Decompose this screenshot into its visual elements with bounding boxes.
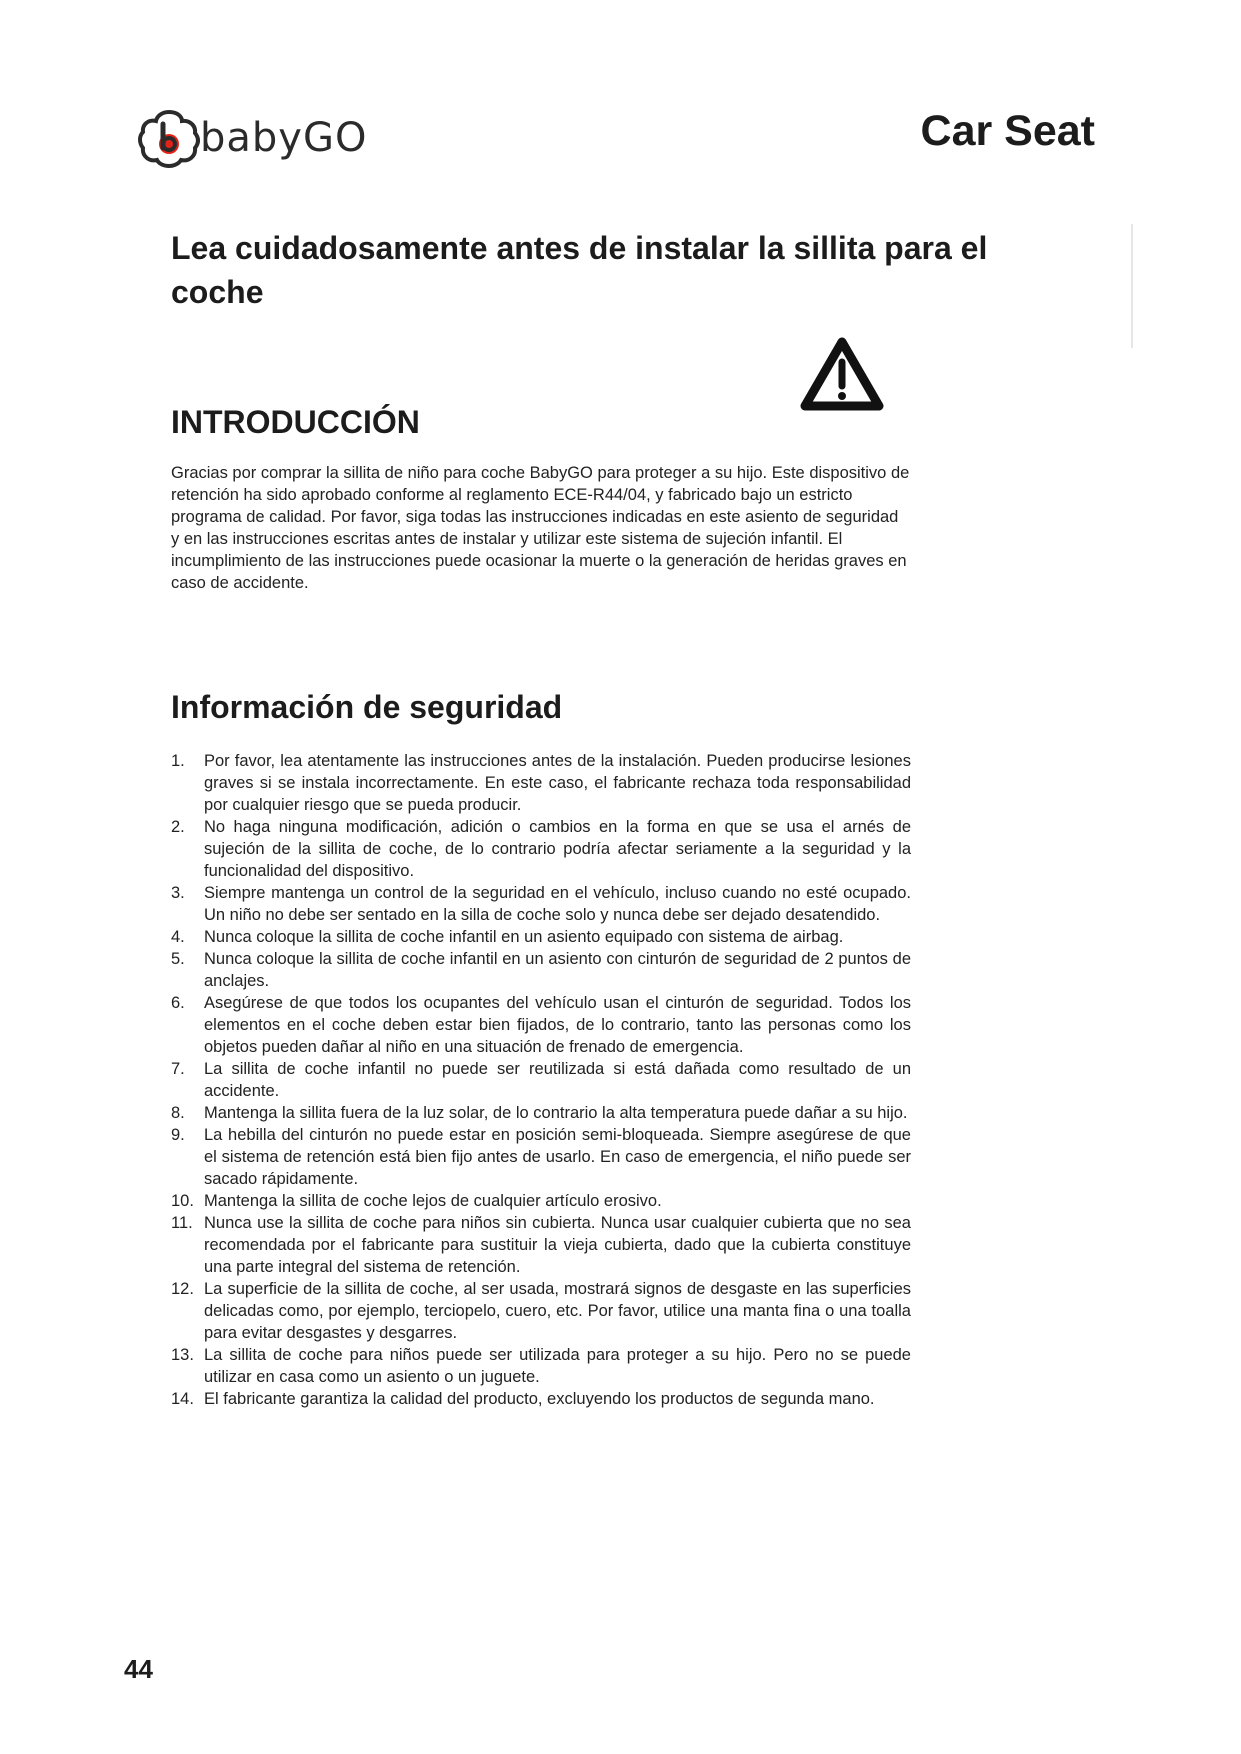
list-item [171,1212,911,1278]
list-item-text: Siempre mantenga un control de la seguridad en el vehículo, incluso cuando no esté ocupado. Un niño no debe ser sentado en la silla de coche solo y nunca debe ser dejado desatendido. [204,884,911,924]
list-item [171,750,911,816]
safety-heading: Información de seguridad [171,689,563,725]
list-item-number: 1. [171,752,185,770]
list-item-number: 5. [171,950,185,968]
intro-heading: INTRODUCCIÓN [171,404,420,440]
list-item [171,1388,911,1410]
warning-triangle-icon [800,336,884,412]
list-item-text: Asegúrese de que todos los ocupantes del vehículo usan el cinturón de seguridad. Todos los elementos en el coche deben estar bien fijados, de lo contrario, tanto las personas como los objetos pueden dañar al niño en una situación de frenado de emergencia. [204,994,911,1056]
list-item-number: 13. [171,1346,194,1364]
list-item [171,1190,911,1212]
document-title: Car Seat [920,107,1095,155]
list-item-number: 2. [171,818,185,836]
side-divider [1131,224,1133,348]
list-item-number: 6. [171,994,185,1012]
intro-paragraph: Gracias por comprar la sillita de niño para coche BabyGO para proteger a su hijo. Este dispositivo de retención ha sido aprobado conforme al reglamento ECE-R44/04, y fabricado bajo un estricto programa de calidad. Por favor, siga todas las instrucciones indicadas en este asiento de seguridad y en las instrucciones escritas antes de instalar y utilizar este sistema de sujeción infantil. El incumplimiento de las instrucciones puede ocasionar la muerte o la generación de heridas graves en caso de accidente. [171,464,910,592]
main-heading: Lea cuidadosamente antes de instalar la sillita para el coche [171,230,988,310]
list-item-text: Por favor, lea atentamente las instrucciones antes de la instalación. Pueden producirse lesiones graves si se instala incorrectamente. En este caso, el fabricante rechaza toda responsabilidad por cualquier riesgo que se pueda producir. [204,752,911,814]
list-item-text: Nunca coloque la sillita de coche infantil en un asiento con cinturón de seguridad de 2 puntos de anclajes. [204,950,911,990]
list-item [171,1102,911,1124]
list-item-number: 7. [171,1060,185,1078]
list-item-number: 10. [171,1192,194,1210]
list-item-number: 14. [171,1390,194,1408]
list-item [171,1058,911,1102]
list-item-number: 11. [171,1214,193,1232]
list-item [171,992,911,1058]
list-item-number: 8. [171,1104,185,1122]
list-item-text: Mantenga la sillita de coche lejos de cualquier artículo erosivo. [204,1192,662,1210]
list-item-number: 12. [171,1280,194,1298]
list-item-text: La hebilla del cinturón no puede estar en posición semi-bloqueada. Siempre asegúrese de que el sistema de retención está bien fijo antes de usarlo. En caso de emergencia, el niño puede ser sacado rápidamente. [204,1126,911,1188]
list-item [171,1344,911,1388]
list-item-number: 4. [171,928,185,946]
brand-logo [138,108,367,168]
list-item [171,882,911,926]
list-item-text: El fabricante garantiza la calidad del producto, excluyendo los productos de segunda mano. [204,1390,875,1408]
list-item-text: La superficie de la sillita de coche, al ser usada, mostrará signos de desgaste en las superficies delicadas como, por ejemplo, terciopelo, cuero, etc. Por favor, utilice una manta fina o una toalla para evitar desgastes y desgarres. [204,1280,911,1342]
list-item [171,816,911,882]
list-item-number: 3. [171,884,185,902]
list-item-text: Mantenga la sillita fuera de la luz solar, de lo contrario la alta temperatura puede dañar a su hijo. [204,1104,908,1122]
list-item [171,1278,911,1344]
list-item-text: La sillita de coche infantil no puede ser reutilizada si está dañada como resultado de un accidente. [204,1060,911,1100]
babygo-logo-icon [138,108,200,168]
list-item-text: Nunca use la sillita de coche para niños sin cubierta. Nunca usar cualquier cubierta que no sea recomendada por el fabricante para sustituir la vieja cubierta, dado que la cubierta constituye una parte integral del sistema de retención. [204,1214,911,1276]
list-item [171,948,911,992]
list-item-text: Nunca coloque la sillita de coche infantil en un asiento equipado con sistema de airbag. [204,928,844,946]
page-number: 44 [124,1654,153,1684]
list-item-text: La sillita de coche para niños puede ser utilizada para proteger a su hijo. Pero no se puede utilizar en casa como un asiento o un juguete. [204,1346,911,1386]
list-item-number: 9. [171,1126,185,1144]
list-item [171,926,911,948]
logo-wordmark: babyGO [200,115,368,161]
safety-list [171,750,911,1410]
list-item [171,1124,911,1190]
list-item-text: No haga ninguna modificación, adición o cambios en la forma en que se usa el arnés de sujeción de la sillita de coche, de lo contrario podría afectar seriamente a la seguridad y la funcionalidad del dispositivo. [204,818,911,880]
